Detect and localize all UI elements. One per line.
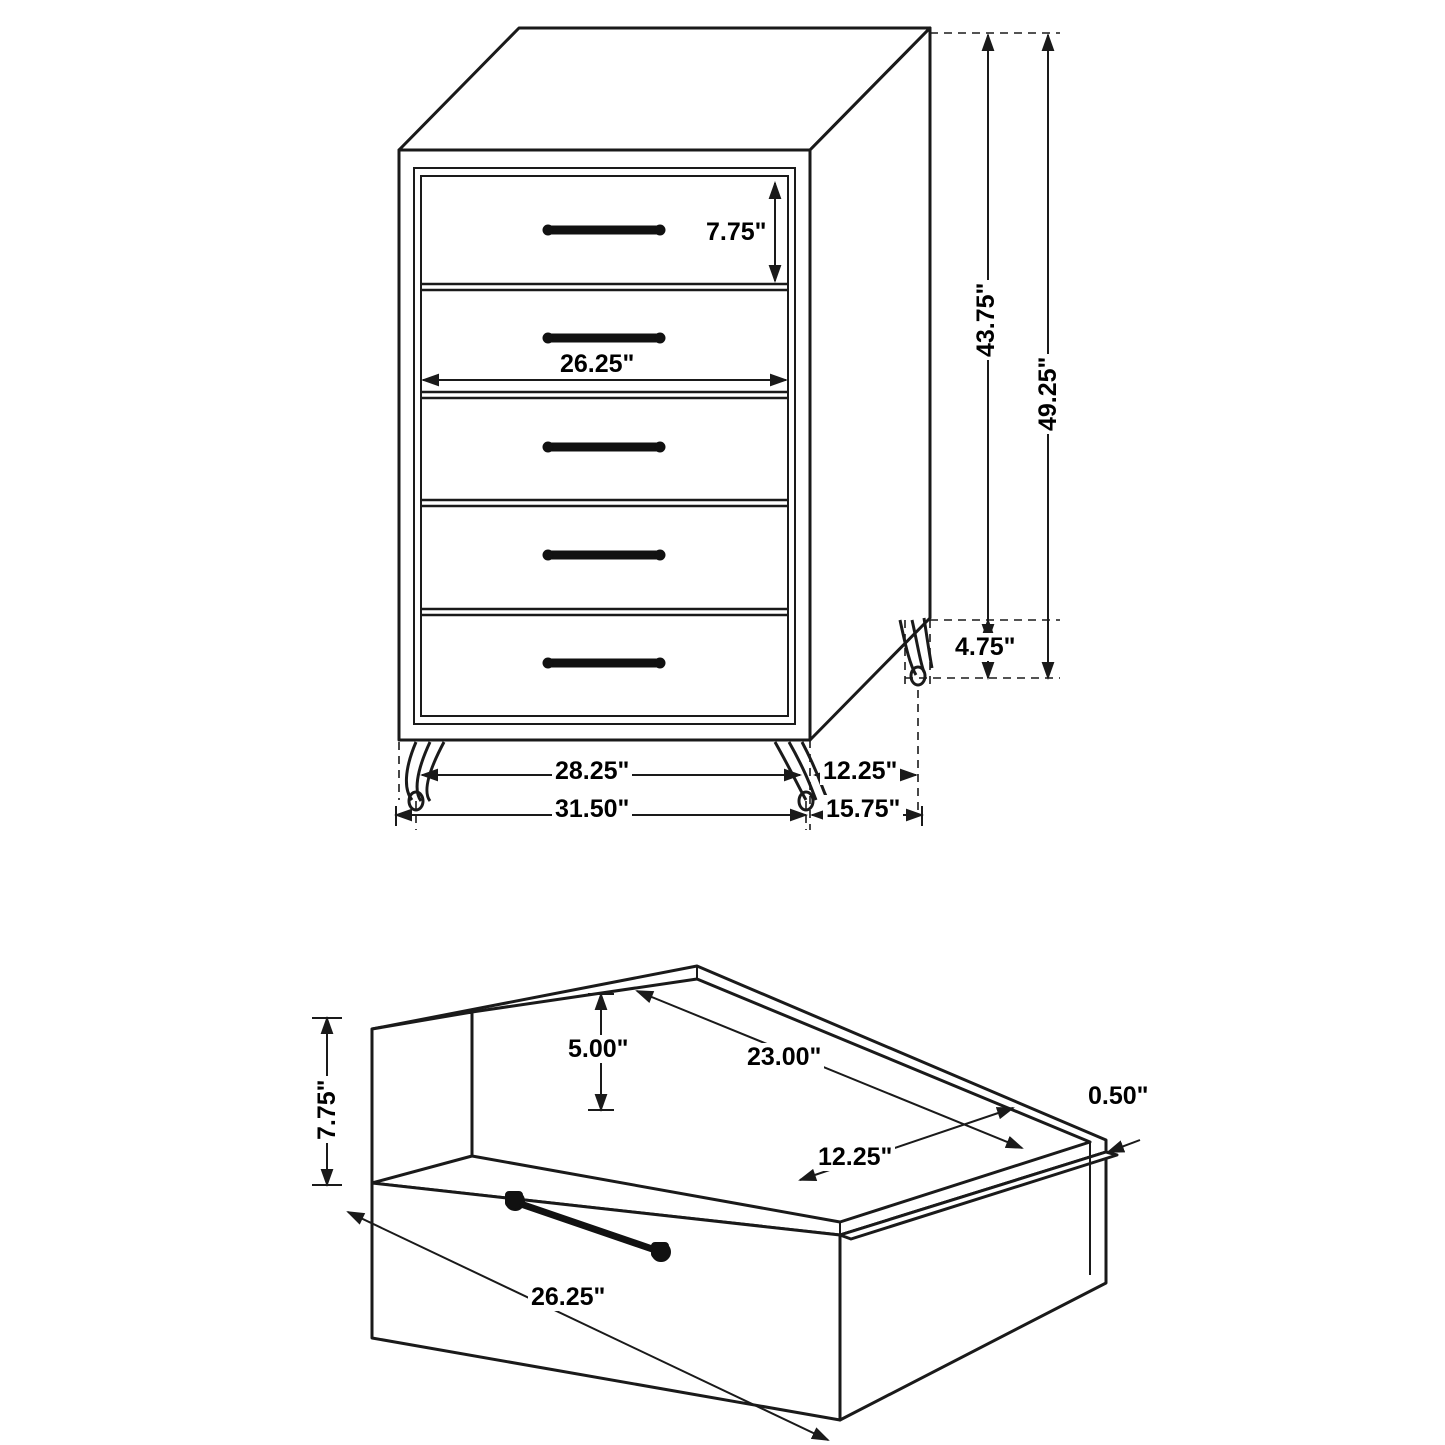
dim-chest-leg-height: 4.75" [952,633,1019,661]
dim-chest-overall-depth: 15.75" [823,795,903,823]
dim-chest-drawer-width: 26.25" [557,350,637,378]
dim-chest-case-height: 43.75" [972,280,1000,360]
dim-drawer-interior-width: 23.00" [744,1043,824,1071]
dim-chest-depth: 12.25" [820,757,900,785]
dim-chest-drawer-height: 7.75" [703,218,770,246]
dim-chest-overall-height: 49.25" [1034,354,1062,434]
dim-drawer-thickness: 0.50" [1085,1082,1152,1110]
dim-drawer-front-height: 7.75" [313,1076,341,1143]
dim-chest-case-width: 28.25" [552,757,632,785]
dim-drawer-interior-height: 5.00" [565,1035,632,1063]
dim-drawer-front-width: 26.25" [528,1283,608,1311]
dim-drawer-interior-depth: 12.25" [815,1143,895,1171]
dim-chest-overall-width: 31.50" [552,795,632,823]
chest-body [399,28,930,740]
